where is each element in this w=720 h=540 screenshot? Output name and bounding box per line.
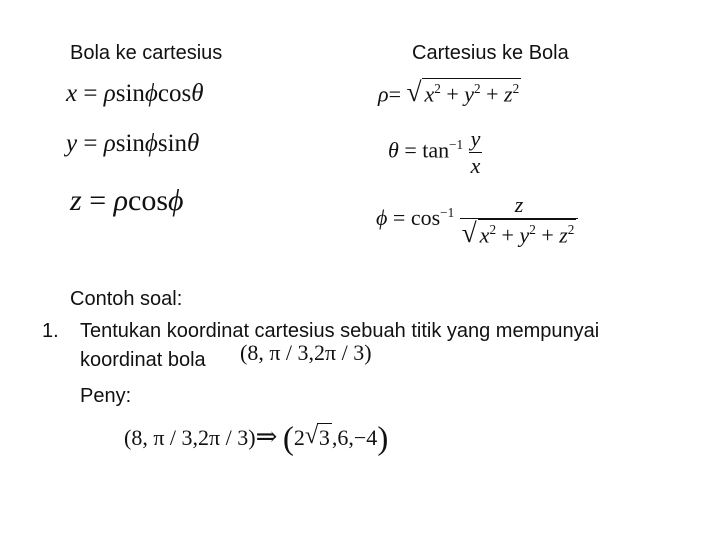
example-heading: Contoh soal:: [70, 288, 183, 310]
question-line-1: Tentukan koordinat cartesius sebuah titik yang mempunyai: [80, 320, 600, 342]
fraction-z-over-root: z √ $x^2 + y^2 + z^2$: [460, 192, 579, 248]
question-line-2: koordinat bola: [80, 349, 206, 371]
heading-cartesius-ke-bola: Cartesius ke Bola: [412, 42, 569, 64]
formula-y: y = ρsinϕsinθ: [66, 130, 200, 157]
formula-x: x = ρsinϕcosθ: [66, 80, 204, 107]
point-bola: (8, π / 3,2π / 3): [240, 340, 372, 365]
formula-phi: $\phi = \cos^{-1}$ z √ $x^2 + y^2 + z^2$: [376, 192, 578, 248]
formula-z: z = ρcosϕ: [70, 184, 184, 217]
formula-theta: $\theta = \tan^{-1}$ $\frac{y}{x}$: [388, 126, 481, 178]
list-number: 1.: [42, 320, 59, 342]
heading-bola-ke-cartesius: Bola ke cartesius: [70, 42, 223, 64]
fraction-y-over-x: $\frac{y}{x}$: [470, 126, 481, 178]
formula-rho: ρ= √ $x^2 + y^2 + z^2$: [378, 76, 520, 107]
solution-label: Peny:: [80, 385, 132, 407]
sqrt-sign: √ $x^2 + y^2 + z^2$: [406, 76, 520, 107]
sqrt-sign: √ $x^2 + y^2 + z^2$: [461, 217, 575, 248]
implies-arrow: ⇒: [255, 422, 278, 452]
solution-equation: (8, π / 3,2π / 3)⇒ (2 √ 3,6,−4): [124, 421, 389, 457]
